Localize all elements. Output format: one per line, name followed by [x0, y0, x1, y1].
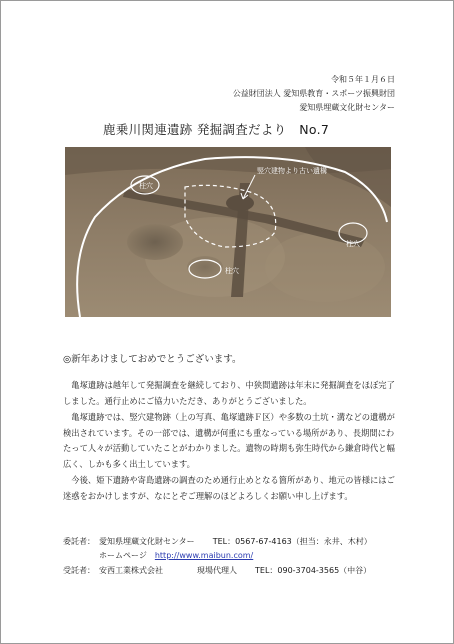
issue-date: 令和５年１月６日	[331, 75, 395, 84]
pit-label-bottom: 柱穴	[225, 267, 239, 275]
excavation-photo	[65, 147, 391, 317]
publisher-foundation: 公益財団法人 愛知県教育・スポーツ振興財団	[232, 89, 395, 98]
greeting-heading: ◎新年あけましておめでとうございます。	[63, 354, 242, 365]
contractor-tel: TEL：090-3704-3565（中谷）	[255, 566, 372, 575]
contractor-name: 安西工業株式会社	[99, 566, 163, 575]
paragraph-findings: 亀塚遺跡では、竪穴建物跡（上の写真、亀塚遺跡Ｆ区）や多数の土坑・溝などの遺構が検出されています。その一部では、遺構が何重にも重なっている場所があり、長期間にわたって人々が活動していたことがわかりました。遺物の時期も弥生時代から鎌倉時代と幅広く、しかも多く出土しています。	[63, 412, 395, 469]
contact-footer	[63, 535, 372, 578]
contractor-row	[63, 564, 372, 578]
pit-label-right: 柱穴	[346, 240, 360, 248]
publisher-center: 愛知県埋蔵文化財センター	[299, 103, 395, 112]
contractor-agent: 現場代理人	[197, 566, 237, 575]
pit-label-top-left: 柱穴	[139, 182, 153, 190]
newsletter-title: 鹿乗川関連遺跡 発掘調査だより No.7	[103, 122, 330, 137]
client-row	[63, 535, 372, 549]
client-name: 愛知県埋蔵文化財センター	[99, 537, 195, 546]
paragraph-status: 亀塚遺跡は越年して発掘調査を継続しており、中狭間遺跡は年末に発掘調査をほぼ完了しました。通行止めにご協力いただき、ありがとうございました。	[63, 380, 395, 406]
older-feature-label: 竪穴建物より古い遺構	[257, 167, 327, 175]
excavation-photo-drawing	[65, 147, 391, 317]
homepage-label: ホームページ	[99, 551, 147, 560]
client-label: 委託者：	[63, 537, 95, 546]
paragraph-notice: 今後、姫下遺跡や寄島遺跡の調査のため通行止めとなる箇所があり、地元の皆様にはご迷惑をおかけしますが、なにとぞご理解のほどよろしくお願い申し上げます。	[63, 475, 395, 501]
client-tel: TEL：0567-67-4163（担当：永井、木村）	[212, 537, 372, 546]
contractor-label: 受託者：	[63, 566, 95, 575]
homepage-link[interactable]: http://www.maibun.com/	[154, 551, 254, 560]
homepage-row	[99, 549, 372, 563]
